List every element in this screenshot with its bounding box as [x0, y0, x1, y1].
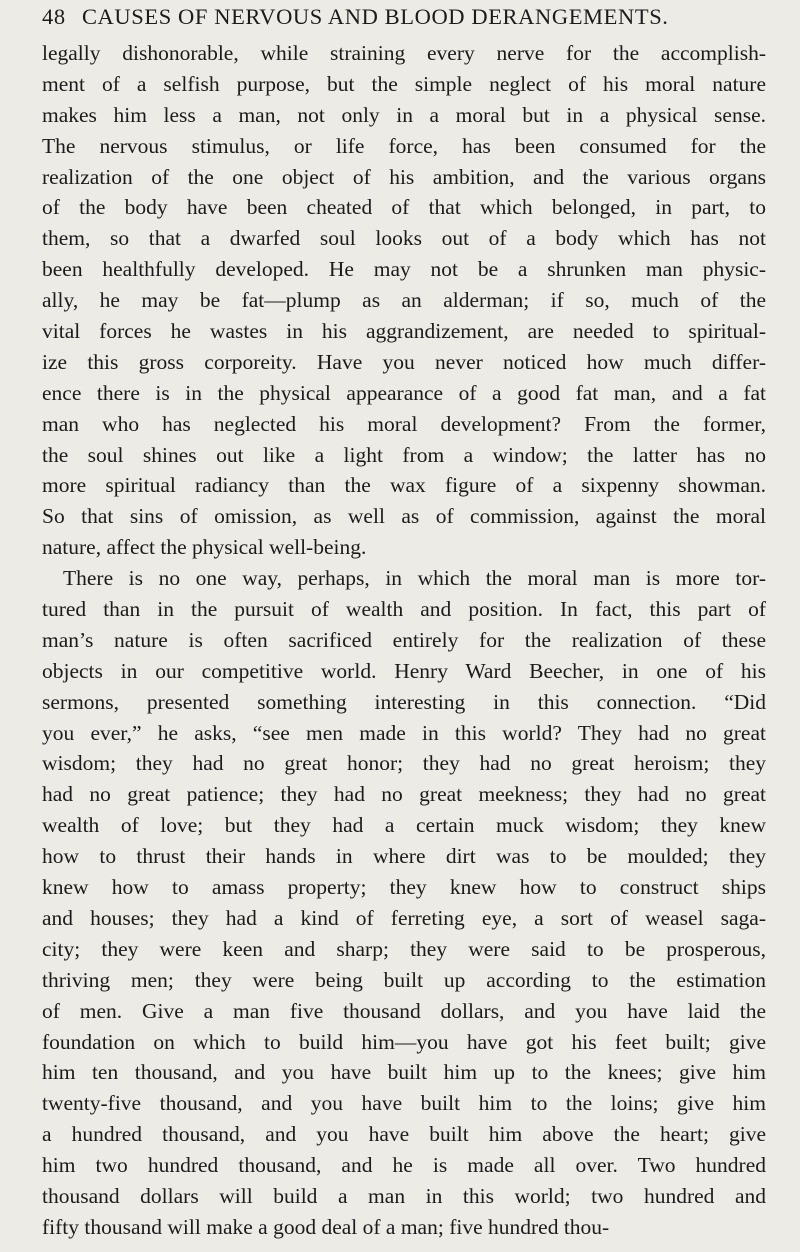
text-line: man who has neglected his moral development? From the former,	[42, 411, 766, 436]
page-number: 48	[42, 4, 66, 29]
text-line: foundation on which to build him—you have got his feet built; give	[42, 1029, 766, 1054]
text-line: So that sins of omission, as well as of commission, against the moral	[42, 504, 766, 529]
text-line: them, so that a dwarfed soul looks out of a body which has not	[42, 226, 766, 251]
text-line: ally, he may be fat—plump as an alderman; if so, much of the	[42, 288, 766, 313]
text-line: ize this gross corporeity. Have you never noticed how much differ-	[42, 349, 766, 374]
text-line: The nervous stimulus, or life force, has been consumed for the	[42, 133, 766, 158]
text-line: him ten thousand, and you have built him up to the knees; give him	[42, 1060, 766, 1085]
text-line: him two hundred thousand, and he is made all over. Two hundred	[42, 1153, 766, 1178]
text-line: There is no one way, perhaps, in which the moral man is more tor-	[63, 566, 766, 591]
text-line: man’s nature is often sacrificed entirely for the realization of these	[42, 627, 766, 652]
text-line: nature, affect the physical well-being.	[42, 535, 367, 560]
text-line: more spiritual radiancy than the wax figure of a sixpenny showman.	[42, 473, 766, 498]
text-line: makes him less a man, not only in a moral but in a physical sense.	[42, 102, 766, 127]
text-line: ence there is in the physical appearance of a good fat man, and a fat	[42, 380, 766, 405]
text-line: knew how to amass property; they knew how to construct ships	[42, 875, 766, 900]
text-line: thriving men; they were being built up according to the estimation	[42, 967, 766, 992]
running-title: CAUSES OF NERVOUS AND BLOOD DERANGEMENTS.	[81, 4, 669, 29]
text-line: and houses; they had a kind of ferreting eye, a sort of weasel saga-	[42, 905, 766, 930]
text-line: been healthfully developed. He may not be a shrunken man physic-	[42, 257, 766, 282]
text-line: tured than in the pursuit of wealth and position. In fact, this part of	[42, 597, 766, 622]
text-line: wisdom; they had no great honor; they had no great heroism; they	[42, 751, 766, 776]
text-line: how to thrust their hands in where dirt was to be moulded; they	[42, 844, 766, 869]
text-line: wealth of love; but they had a certain muck wisdom; they knew	[42, 813, 766, 838]
text-line: city; they were keen and sharp; they were said to be prosperous,	[42, 936, 766, 961]
text-line: legally dishonorable, while straining every nerve for the accomplish-	[42, 41, 766, 65]
page-header	[42, 2, 762, 32]
text-line: vital forces he wastes in his aggrandizement, are needed to spiritual-	[42, 319, 766, 344]
text-line: of the body have been cheated of that which belonged, in part, to	[42, 195, 766, 220]
text-line: of men. Give a man five thousand dollars, and you have laid the	[42, 998, 766, 1023]
text-line: ment of a selfish purpose, but the simple neglect of his moral nature	[42, 71, 766, 96]
text-line: thousand dollars will build a man in this world; two hundred and	[42, 1183, 766, 1208]
text-line: the soul shines out like a light from a window; the latter has no	[42, 442, 766, 467]
text-line: had no great patience; they had no great meekness; they had no great	[42, 782, 766, 807]
text-line: you ever,” he asks, “see men made in this world? They had no great	[42, 720, 766, 745]
text-line: fifty thousand will make a good deal of a man; five hundred thou-	[42, 1214, 610, 1239]
text-line: twenty-five thousand, and you have built him to the loins; give him	[42, 1091, 766, 1116]
text-line: objects in our competitive world. Henry Ward Beecher, in one of his	[42, 658, 766, 683]
text-line: sermons, presented something interesting in this connection. “Did	[42, 689, 766, 714]
text-line: realization of the one object of his ambition, and the various organs	[42, 164, 766, 189]
text-line: a hundred thousand, and you have built him above the heart; give	[42, 1122, 766, 1147]
body-text	[42, 38, 766, 1243]
